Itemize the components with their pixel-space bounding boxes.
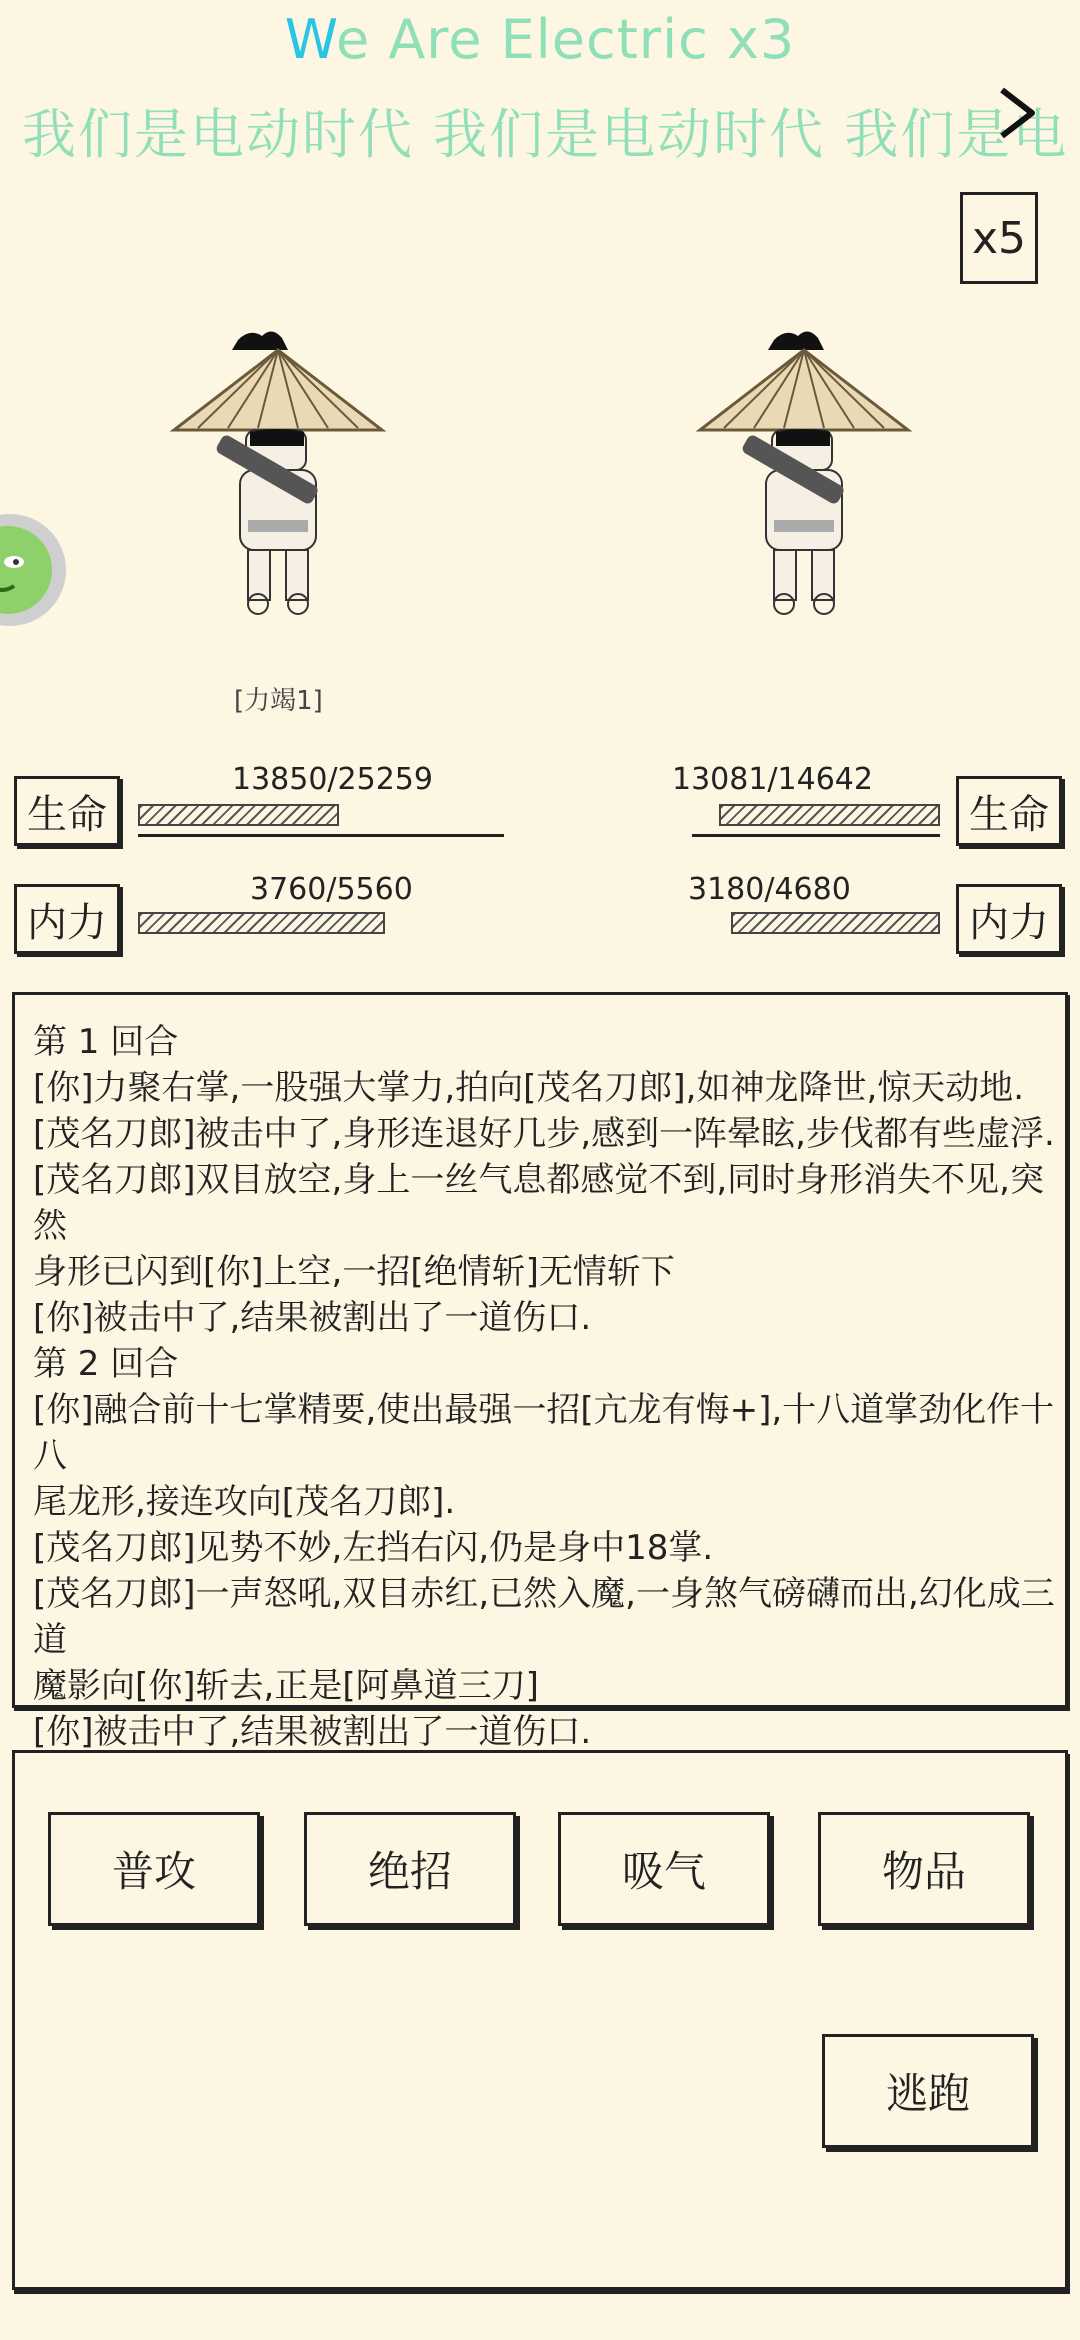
battle-log-panel[interactable] — [12, 992, 1068, 1752]
log-line: [你]被击中了,结果被割出了一道伤口. — [33, 1298, 592, 1338]
log-line: [茂名刀郎]被击中了,身形连退好几步,感到一阵晕眩,步伐都有些虚浮. — [33, 1114, 1055, 1154]
log-line: [你]融合前十七掌精要,使出最强一招[亢龙有悔+],十八道掌劲化作十八 — [33, 1390, 1055, 1476]
song-title: We Are Electric x3 — [284, 8, 796, 71]
player-hp-track — [138, 834, 504, 837]
play-icon[interactable] — [996, 86, 1036, 140]
player-mp-bar — [138, 912, 385, 934]
flee-button[interactable]: 逃跑 — [822, 2034, 1034, 2148]
player-mp-value: 3760/5560 — [250, 872, 413, 907]
ultimate-skill-button[interactable]: 绝招 — [304, 1812, 516, 1926]
log-line: 第 1 回合 — [33, 1022, 179, 1062]
log-line: [你]被击中了,结果被割出了一道伤口. — [33, 1712, 592, 1752]
enemy-mp-label: 内力 — [956, 884, 1062, 954]
lyrics-marquee: 我们是电动时代 我们是电动时代 我们是电 — [22, 103, 1069, 166]
enemy-character-sprite — [694, 320, 914, 620]
log-line: [茂名刀郎]见势不妙,左挡右闪,仍是身中18掌. — [33, 1528, 714, 1568]
enemy-mp-value: 3180/4680 — [688, 872, 851, 907]
enemy-hp-value: 13081/14642 — [672, 762, 873, 797]
log-line: 尾龙形,接连攻向[茂名刀郎]. — [33, 1482, 456, 1522]
player-status-effect: [力竭1] — [234, 686, 323, 716]
player-hp-label: 生命 — [14, 776, 120, 846]
log-line: 魔影向[你]斩去,正是[阿鼻道三刀] — [33, 1666, 539, 1706]
normal-attack-button[interactable]: 普攻 — [48, 1812, 260, 1926]
player-hp-value: 13850/25259 — [232, 762, 433, 797]
breathe-button[interactable]: 吸气 — [558, 1812, 770, 1926]
log-line: [你]力聚右掌,一股强大掌力,拍向[茂名刀郎],如神龙降世,惊天动地. — [33, 1068, 1025, 1108]
player-mp-label: 内力 — [14, 884, 120, 954]
log-line: 第 2 回合 — [33, 1344, 179, 1384]
log-line: 身形已闪到[你]上空,一招[绝情斩]无情斩下 — [33, 1252, 675, 1292]
enemy-hp-bar — [719, 804, 940, 826]
enemy-hp-track — [692, 834, 940, 837]
enemy-mp-bar — [731, 912, 940, 934]
enemy-hp-label: 生命 — [956, 776, 1062, 846]
player-character-sprite — [168, 320, 388, 620]
log-line: [茂名刀郎]一声怒吼,双目赤红,已然入魔,一身煞气磅礴而出,幻化成三道 — [33, 1574, 1055, 1660]
log-line: [茂名刀郎]双目放空,身上一丝气息都感觉不到,同时身形消失不见,突然 — [33, 1160, 1044, 1246]
player-hp-bar — [138, 804, 339, 826]
speed-toggle-button[interactable]: x5 — [960, 192, 1038, 284]
floating-assistant-icon[interactable] — [0, 500, 68, 640]
items-button[interactable]: 物品 — [818, 1812, 1030, 1926]
